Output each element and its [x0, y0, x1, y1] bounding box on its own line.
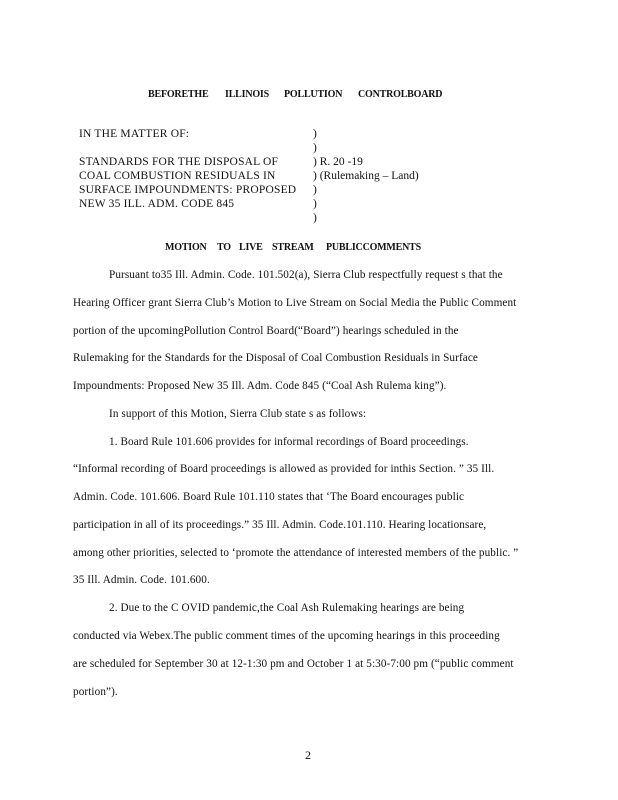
body-line: participation in all of its proceedings.” 35 Ill. Admin. Code.101.110. Hearing locationsare, [73, 519, 487, 531]
body-line: portion”). [73, 686, 118, 698]
body-line: Rulemaking for the Standards for the Disposal of Coal Combustion Residuals in Surface [73, 352, 478, 364]
body-line: portion of the upcomingPollution Control Board(“Board”) hearings scheduled in the [73, 325, 459, 337]
title-word-2: TO [217, 242, 231, 253]
body-line: 35 Ill. Admin. Code. 101.600. [73, 574, 210, 586]
body-line: Pursuant to35 Ill. Admin. Code. 101.502(a), Sierra Club respectfully request s that the [109, 269, 503, 281]
case-type: ) (Rulemaking – Land) [313, 170, 419, 182]
caption-right-line: ) [313, 128, 317, 140]
title-word-4: STREAM [272, 242, 314, 253]
body-line: Impoundments: Proposed New 35 Ill. Adm. Code 845 (“Coal Ash Rulema king”). [73, 380, 447, 392]
page-number: 2 [305, 748, 311, 762]
title-word-5: PUBLICCOMMENTS [326, 242, 421, 253]
title-word-1: MOTION [165, 242, 207, 253]
body-line: are scheduled for September 30 at 12-1:30 pm and October 1 at 5:30-7:00 pm (“public comment [73, 658, 514, 670]
caption-right-line: ) [313, 184, 317, 196]
caption-left-line: SURFACE IMPOUNDMENTS: PROPOSED [79, 184, 297, 196]
body-line: conducted via Webex.The public comment times of the upcoming hearings in this proceeding [73, 630, 500, 642]
caption-left-line: NEW 35 ILL. ADM. CODE 845 [79, 198, 235, 210]
caption-right-line: ) [313, 198, 317, 210]
body-line: In support of this Motion, Sierra Club state s as follows: [109, 408, 367, 420]
case-number: ) R. 20 -19 [313, 156, 363, 168]
caption-right-line: ) [313, 212, 317, 224]
header-word-4: CONTROLBOARD [358, 89, 443, 100]
header-word-1: BEFORETHE [148, 89, 209, 100]
body-line: 2. Due to the C OVID pandemic,the Coal Ash Rulemaking hearings are being [109, 602, 465, 614]
body-line: Admin. Code. 101.606. Board Rule 101.110 states that ‘The Board encourages public [73, 491, 465, 503]
header-word-3: POLLUTION [284, 89, 343, 100]
caption-left-line: COAL COMBUSTION RESIDUALS IN [79, 170, 276, 182]
body-line: “Informal recording of Board proceedings is allowed as provided for inthis Section. ” 35 Ill. [73, 463, 495, 475]
body-line: 1. Board Rule 101.606 provides for informal recordings of Board proceedings. [109, 436, 469, 448]
caption-right-line: ) [313, 142, 317, 154]
body-line: Hearing Officer grant Sierra Club’s Motion to Live Stream on Social Media the Public Comment [73, 297, 517, 309]
caption-left-line: STANDARDS FOR THE DISPOSAL OF [79, 156, 279, 168]
title-word-3: LIVE [239, 242, 263, 253]
caption-left-line: IN THE MATTER OF: [79, 128, 190, 140]
body-line: among other priorities, selected to ‘promote the attendance of interested members of the public. ” [73, 547, 519, 559]
header-word-2: ILLINOIS [225, 89, 269, 100]
